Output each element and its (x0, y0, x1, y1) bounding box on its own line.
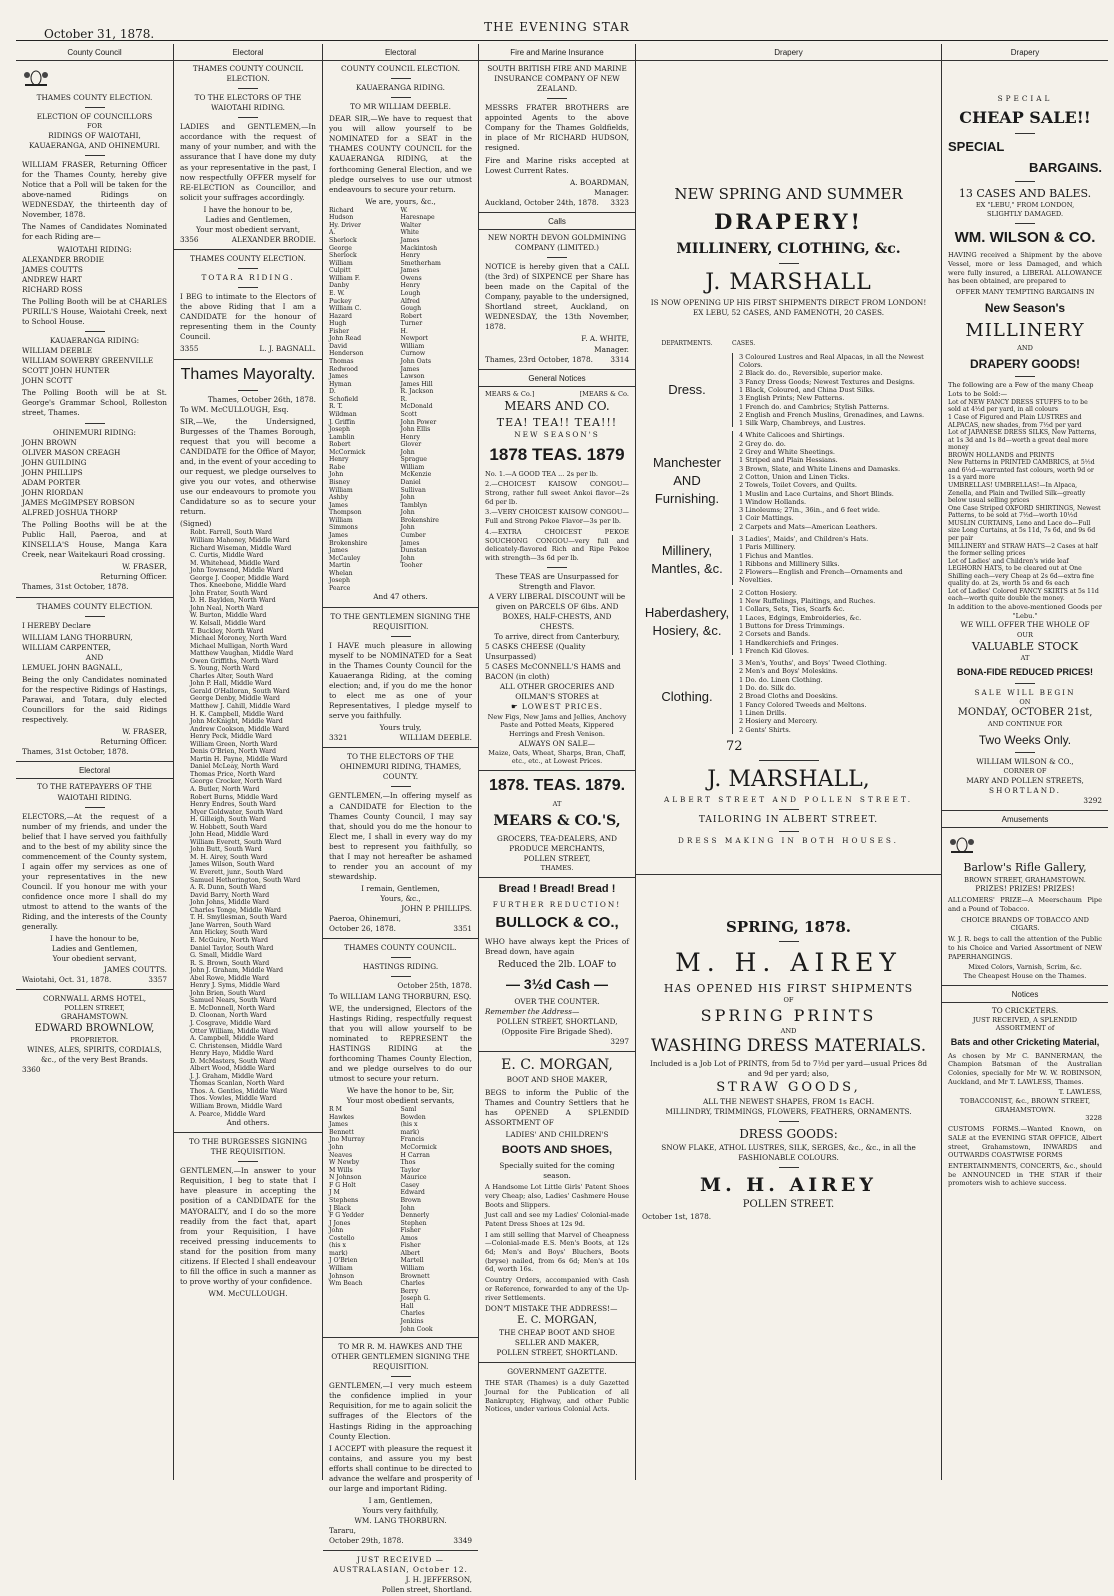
signatory-name: Daniel Taylor, South Ward (190, 944, 274, 952)
signatory-name: John Power (400, 418, 437, 426)
signatory-name: D. H. Baylden, North Ward (190, 597, 276, 605)
signatory-name: H. K. Campbell, Middle Ward (190, 710, 284, 718)
signatory-name: Ann Hickey, South Ward (190, 929, 268, 937)
signatory-name: James Hyman (329, 373, 352, 388)
signatory-name: D. Schofield (329, 388, 359, 403)
sale-lot: 1 Case of Figured and Plain LUSTRES and ALPACAS, new shades, from 7½d per yard (948, 413, 1082, 429)
sale-lot: MILLINERY and STRAW HATS—2 Cases at half the former selling prices (948, 542, 1098, 558)
department-row (642, 659, 935, 734)
signatory-name: F G Yedder (329, 1212, 364, 1220)
signatory-name: William Green, North Ward (190, 740, 278, 748)
column-electoral-2: Electoral COUNTY COUNCIL ELECTION. KAUAERANGA RIDING. TO MR WILLIAM DEEBLE. DEAR SIR,—We have to request that you will allow yourself to be NOMINATED for a SEAT in the THAMES COUNTY COUNCIL for the KAUAERANGA RIDING, at the forthcoming General Election, and we pledge ourselves to use our utmost endeavours to secure your return. We are, yours, &c., Richard Hudson Hy. Driver A. Sherlock George Sherlock William Culpitt William F. Danby E. W. Puckey William C. Hazard Hugh Fisher John Read David Henderson Thomas Redwood James Hyman D. Schofield R. T. Wildman J. Griffin Joseph Lamblin Robert McCormick Henry Rabe John Bisney William Ashby James Thompson William Simmons James Brokenshire James McCauley Martin Whelan Joseph Pearce W. Haresnape Walter White James Mackintosh Henry Smetherham James Owens Henry Lough Alfred Gough Robert Turner H. Newport William Curnow John Oats James Lawson James Hill R. Jackson R. McDonald Scott John Power John Ellis Henry Glover John Sprague William McKenzie Daniel Sullivan John Tamblyn John Brokenshire John Cumber James Dunstan John Tooher And 47 others. TO THE GENTLEMEN SIGNING THE REQUISITION. I HAVE much pleasure in allowing myself to be NOMINATED for a Seat in the Thames County Council for the Kauaeranga Riding, at the coming election; and, if you do me the honor to elect me as one of your Representatives, I pledge myself to serve you faithfully. Yours truly, 3321 WILLIAM DEEBLE. TO THE ELECTORS OF THE OHINEMURI RIDING, THAMES, COUNTY. GENTLEMEN,—In offering myself as a CANDIDATE for Election to the Thames County Council, I may say that, should you do me the honour to Elect me, I shall in every way do my best to represent you faithfully, so that I may not hereafter be ashamed to render you an account of my stewardship. I remain, Gentlemen, Yours, &c., JOHN P. PHILLIPS. Paeroa, Ohinemuri, October 26, 1878. 3351 THAMES COUNTY COUNCIL. HASTINGS RIDING. October 25th, 1878. To WILLIAM LANG THORBURN, ESQ. WE, the undersigned, Electors of the Hastings Riding, respectfully request that you will allow yourself to be nominated to REPRESENT the HASTINGS RIDING at the forthcoming Thames County Election, and we pledge ourselves to do our utmost to secure your return. We have the honor to be, Sir, Your most obedient servants, R M Hawkes James Bennett Jno Murray John Neaves W Newby M Wills N Johnson F G Holt J M Stephens J Black F G Yedder J Jones John Costello (his x mark) J O'Brien William Johnson Wm Beach Saml Bowden (his x mark) Francis McCormick H Carran Thos Taylor Maurice Casey Edward Brown John Dennerly Stephen Fisher Amos Fisher Albert Martell William Brownett Charles Berry Joseph G. Hall Charles Jenkins John Cook TO MR R. M. HAWKES AND THE OTHER GENTLEMEN SIGNING THE REQUISITION. GENTLEMEN,—I very much esteem the confidence implied in your Requisition, for me to again solicit the suffrages of the Electors of the Hastings Riding in the approaching County Election. I ACCEPT with pleasure the request it contains, and assure you my best efforts shall continue to be directed to advance the welfare and prosperity of our large and important Riding. I am, Gentlemen, Yours very faithfully, WM. LANG THORBURN. Tararu, October 29th, 1878. 3349 JUST RECEIVED — AUSTRALASIAN, October 12. J. H. JEFFERSON, Pollen street, Shortland. (323, 44, 479, 1480)
signatory-name: G. Small, Middle Ward (190, 952, 262, 960)
signatory-name: W. Kelsall, Middle Ward (190, 619, 266, 627)
signatory-name: Richard Wiseman, Middle Ward (190, 544, 292, 552)
department-item: 1 Ribbons and Millinery Silks. (739, 559, 840, 568)
signatory-name: George Denby, Middle Ward (190, 695, 280, 703)
signatory-name: William Brown, Middle Ward (190, 1102, 283, 1110)
signatory-name: George Crocker, North Ward (190, 778, 282, 786)
department-name: Millinery, Mantles, &c. (651, 542, 723, 576)
department-item: 2 Hosiery and Mercery. (739, 717, 818, 726)
mayoralty-title: Thames Mayoralty. (180, 365, 316, 383)
signatory-name: J Black (329, 1204, 351, 1212)
signatory-name: Charles Tonge, Middle Ward (190, 906, 281, 914)
signatory-name: James McCauley (329, 547, 361, 562)
signatory-name: Francis McCormick (400, 1136, 437, 1152)
signatory-name: Joseph Pearce (329, 577, 351, 592)
signatory-name: Stephen Fisher (400, 1219, 427, 1235)
department-row (642, 353, 935, 428)
department-items (732, 431, 935, 531)
signatory-name: Daniel Sullivan (400, 479, 426, 494)
signatory-name: James Lawson (400, 365, 425, 381)
signatory-name: Amos Fisher (400, 1234, 421, 1250)
masthead: THE EVENING STAR (484, 20, 630, 34)
requisition-signatures (329, 207, 472, 593)
signatory-name: Jno Murray (329, 1136, 365, 1144)
department-items (732, 535, 935, 585)
signatory-name: Samuel Hetherington, South Ward (190, 876, 301, 884)
sale-lot: One Case Striped OXFORD SHIRTINGS, Newest Patterns, to be sold at 7½d—worth 10½d (948, 504, 1101, 520)
column-insurance-notices: Fire and Marine Insurance SOUTH BRITISH FIRE AND MARINE INSURANCE COMPANY OF NEW ZEALAND. MESSRS FRATER BROTHERS are appointed Agents to the above Company for the Thames Goldfields, in place of Mr RICHARD HUDSON, resigned. Fire and Marine risks accepted at Lowest Current Rates. A. BOARDMAN, Manager. Auckland, October 24th, 1878. 3323 Calls NEW NORTH DEVON GOLDMINING COMPANY (LIMITED.) NOTICE is hereby given that a CALL (the 3rd) of SIXPENCE per Share has been made on the Capital of the Company, payable to the undersigned, Shortland street, Auckland, on WEDNESDAY, the 13th November, 1878. F. A. WHITE, Manager. Thames, 23rd October, 1878. 3314 General Notices MEARS & Co.] [MEARS & Co. MEARS AND CO. TEA! TEA!! TEA!!! NEW SEASON'S 1878 TEAS. 1879 No. 1.—A GOOD TEA ... 2s per lb. 2.—CHOICEST KAISOW CONGOU—Strong, rather full sweet Ankoi flavor—2s 6d per lb. 3.—VERY CHOICEST KAISOW CONGOU—Full and Strong Pekoe Flavor—3s per lb. 4.—EXTRA CHOICEST PEKOE SOUCHONG CONGOU—very full and delicately-flavored Rich and Ripe Pekoe with strength—3s 6d per lb. These TEAS are Unsurpassed for Strength and Flavor. A VERY LIBERAL DISCOUNT will be given on PARCELS OF 6lbs. AND BOXES, HALF-CHESTS, AND CHESTS. To arrive, direct from Canterbury, 5 CASKS CHEESE (Quality Unsurpassed) 5 CASES McCONNELL'S HAMS and BACON (in cloth) ALL OTHER GROCERIES AND OILMAN'S STORES at ☛ LOWEST PRICES. New Figs, New Jams and Jellies, Anchovy Paste and Potted Meats, Kippered Herrings and Fresh Venison. ALWAYS ON SALE— Maize, Oats, Wheat, Sharps, Bran, Chaff, etc., etc., at Lowest Prices. 1878. TEAS. 1879. AT MEARS & CO.'S, GROCERS, TEA-DEALERS, AND PRODUCE MERCHANTS, POLLEN STREET, THAMES. Bread ! Bread! Bread ! FURTHER REDUCTION! BULLOCK & CO., WHO have always kept the Prices of Bread down, have again Reduced the 2lb. LOAF to — 3½d Cash — OVER THE COUNTER. Remember the Address— POLLEN STREET, SHORTLAND, (Opposite Fire Brigade Shed). 3297 E. C. MORGAN, BOOT AND SHOE MAKER, BEGS to inform the Public of the Thames and Country Settlers that he has OPENED A SPLENDID ASSORTMENT OF LADIES' AND CHILDREN'S BOOTS AND SHOES, Specially suited for the coming season. A Handsome Lot Little Girls' Patent Shoes very Cheap; also, Ladies' Cashmere House Boots and Slippers. Just call and see my Ladies' Colonial-made Patent Dress Shoes at 12s 9d. I am still selling that Marvel of Cheapness —Colonial-made E.S. Men's Boots, at 12s 6d; Men's and Boys' Bluchers, Boots (bryse) nailed, from 6s 6d; Men's at 10s 6d, worth 16s. Country Orders, accompanied with Cash or Reference, forwarded to any of the Up-river Settlements. DON'T MISTAKE THE ADDRESS!— E. C. MORGAN, THE CHEAP BOOT AND SHOE SELLER AND MAKER, POLLEN STREET, SHORTLAND. GOVERNMENT GAZETTE. THE STAR (Thames) is a duly Gazetted Journal for the Publication of all Bankruptcy, Highway, and other Public Notices, under various Colonial Acts. (479, 44, 636, 1480)
coat-of-arms-icon (948, 834, 976, 854)
signatory-name: R. T. Wildman (329, 403, 357, 418)
signatory-name: William Culpitt (329, 259, 353, 275)
department-item: 1 New Ruffelings, Plaitings, and Ruches. (739, 597, 876, 606)
section-heading: Electoral (323, 44, 478, 61)
signatory-name: Robert Turner (400, 312, 423, 328)
department-item: 2 Broad Cloths and Doeskins. (739, 692, 838, 701)
signatory-name: Henry Endres, South Ward (190, 801, 276, 809)
department-items (732, 659, 935, 734)
signatory-name: William Simmons (329, 516, 358, 532)
signatory-name: John Dennerly (400, 1204, 430, 1220)
department-name: Manchester AND Furnishing. (653, 455, 721, 507)
drapery-title: DRAPERY! (714, 208, 863, 234)
signatory-name: Thos. Vowles, Middle Ward (190, 1095, 277, 1103)
signatory-name: Robert McCormick (329, 441, 366, 456)
column-drapery-wilson: Drapery SPECIAL CHEAP SALE!! SPECIAL BARGAINS. 13 CASES AND BALES. EX "LEBU," FROM LONDON, SLIGHTLY DAMAGED. WM. WILSON & CO. HAVING received a Shipment by the above Vessel, more or less Damaged, and which were fully insured, a LIBERAL ALLOWANCE has been obtained, are prepared to OFFER MANY TEMPTING BARGAINS IN New Season's MILLINERY AND DRAPERY GOODS! The following are a Few of the many Cheap Lots to be Sold:— Lot of NEW FANCY DRESS STUFFS to to be sold at 4½d per yard, in all colours 1 Case of Figured and Plain LUSTRES and ALPACAS, new shades, from 7½d per yard Lot of JAPANESE DRESS SILKS, New Patterns, at 1s 3d and 1s 8d—worth a great deal more money BROWN HOLLANDS and PRINTS New Patterns in PRINTED CAMBRICS, at 5½d and 6½d—warranted fast colours, worth 9d or 1s a yard more UMBRELLAS! UMBRELLAS!—In Alpaca, Zenella, and Plain and Twilled Silk—greatly below usual selling prices One Case Striped OXFORD SHIRTINGS, Newest Patterns, to be sold at 7½d—worth 10½d MUSLIN CURTAINS, Leno and Lace do—Full size Long Curtains, at 5s 11d, 7s 6d, and 9s 6d per pair MILLINERY and STRAW HATS—2 Cases at half the former selling prices Lot of Ladies' and Children's wide leaf LEGHORN HATS, to be cleared out at One Shilling each—very Cheap at 2s 6d—extra fine quality do. at 2s, worth 5s and 6s each Lot of Ladies' Colored FANCY SKIRTS at 5s 11d each—worth quite double the money. In addition to the above-mentioned Goods per "Lebu." WE WILL OFFER THE WHOLE OF OUR VALUABLE STOCK AT BONA-FIDE REDUCED PRICES! SALE WILL BEGIN ON MONDAY, OCTOBER 21st, AND CONTINUE FOR Two Weeks Only. WILLIAM WILSON & CO., CORNER OF MARY AND POLLEN STREETS, SHORTLAND. 3292 Amusements Barlow's Rifle Gallery, BROWN STREET, GRAHAMSTOWN. PRIZES! PRIZES! PRIZES! ALLCOMERS' PRIZE—A Meerschaum Pipe and a Pound of Tobacco. CHOICE BRANDS OF TOBACCO AND CIGARS. W. J. R. begs to call the attention of the Public to his Choice and Varied Assortment of NEW PAPERHANGINGS. Mixed Colors, Varnish, Scrim, &c. The Cheapest House on the Thames. Notices TO CRICKETERS. JUST RECEIVED, A SPLENDID ASSORTMENT of Bats and other Cricketing Material, As chosen by Mr C. BANNERMAN, the Champion Batsman of the Australian Colonies, specially for Mr W. W. ROBINSON, Auckland, and Mr T. LAWLESS, Thames. T. LAWLESS, TOBACCONIST, &c., BROWN STREET, GRAHAMSTOWN. 3228 CUSTOMS FORMS.—Wanted Known, on SALE at the EVENING STAR OFFICE, Albert street, Grahamstown, INWARDS and OUTWARDS COASTWISE FORMS ENTERTAINMENTS, CONCERTS, &c., should be ANNOUNCED in THE STAR if their promoters wish to achieve success. (942, 44, 1108, 1480)
signatory-name: James Brokenshire (329, 531, 368, 547)
signatory-name: W. Burton, Middle Ward (190, 612, 267, 620)
signatory-name: Richard Hudson (329, 206, 354, 222)
signatory-name: W. Everett, junr., South Ward (190, 869, 283, 877)
signatory-name: John Sprague (400, 448, 427, 464)
signatory-name: J M Stephens (329, 1189, 359, 1204)
signatory-name: A. Sherlock (329, 229, 357, 245)
signatory-name: John Costello (his x mark) (329, 1227, 355, 1257)
signatory-name: William F. Danby (329, 274, 360, 290)
signatory-name: Abel Rowe, Middle Ward (190, 974, 269, 982)
cheap-sale-title: CHEAP SALE!! (959, 108, 1091, 128)
sale-lot: Lot of JAPANESE DRESS SILKS, New Patterns, at 1s 3d and 1s 8d—worth a great deal more money (948, 429, 1097, 452)
signatory-name: W. Hobbett, South Ward (190, 823, 267, 831)
signatory-name: Martin H. Payne, Middle Ward (190, 755, 288, 763)
signatory-name: John Butt, South Ward (190, 846, 262, 854)
department-name: Clothing. (661, 688, 713, 704)
signatory-name: Charles Jenkins (400, 1310, 425, 1325)
signatory-name: Maurice Casey (400, 1174, 427, 1189)
signatory-name: David Henderson (329, 342, 364, 358)
signatory-name: Henry Peck, Middle Ward (190, 733, 272, 741)
signatory-name: John Brien, South Ward (190, 989, 266, 997)
signatory-name: C. Curtis, Middle Ward (190, 552, 264, 560)
signatory-name: Robert Burns, Middle Ward (190, 793, 278, 801)
signatory-name: John Neaves (329, 1144, 353, 1159)
department-item: 2 Men's and Boys' Moleskins. (739, 667, 838, 676)
signatory-name: Matthew J. Cahill, Middle Ward (190, 703, 291, 710)
signatory-name: A. Campbell, Middle Ward (190, 1035, 274, 1043)
signatory-name: James Dunstan (400, 539, 427, 555)
signatory-name: John Townsend, Middle Ward (190, 567, 284, 575)
signatory-name: Charles Berry (400, 1280, 425, 1295)
wilson-title: WM. WILSON & CO. (954, 228, 1096, 246)
signatory-name: William C. Hazard (329, 305, 362, 320)
section-heading: Drapery (636, 44, 941, 61)
signatory-name: A. Pearce, Middle Ward (190, 1110, 266, 1118)
signatory-name: John Cumber (400, 524, 426, 539)
department-items (732, 353, 935, 428)
signatory-name: Walter White (400, 221, 422, 237)
signatory-name: Thomas Redwood (329, 358, 358, 373)
signatory-name: Jane Warren, South Ward (190, 921, 272, 929)
signatory-name: J Jones (329, 1219, 351, 1227)
department-item: 1 French do. and Cambrics; Stylish Patterns. (739, 402, 890, 411)
department-item: 1 Silk Warp, Chambreys, and Lustres. (739, 419, 866, 428)
signatory-name: John P. Hall, Middle Ward (190, 680, 272, 688)
signatory-name: A. Butler, North Ward (190, 786, 260, 794)
issue-date: October 31, 1878. (44, 27, 155, 41)
department-item: 1 Do. do. Linen Clothing. (739, 675, 823, 684)
signatory-name: Owen Griffiths, North Ward (190, 657, 279, 665)
signatory-name: John Head, Middle Ward (190, 831, 269, 839)
signatory-name: George Sherlock (329, 244, 357, 260)
requisition-signatures (329, 1106, 472, 1333)
morgan-title: E. C. MORGAN, (501, 1057, 613, 1074)
sale-lot: BROWN HOLLANDS and PRINTS (948, 451, 1055, 459)
department-item: 1 Collars, Sets, Ties, Scarfs &c. (739, 605, 845, 614)
signatory-name: Thos Taylor (400, 1159, 420, 1174)
signatory-name: E. McDonnell, North Ward (190, 1004, 275, 1012)
pointing-hand-icon: ☛ (511, 702, 522, 712)
signatory-name: Martin Whelan (329, 562, 353, 577)
signatory-name: T. Buckley, North Ward (190, 627, 264, 635)
signatory-name: J. J. Graham, Middle Ward (190, 1072, 273, 1080)
signatory-name: Andrew Cookson, Middle Ward (190, 725, 290, 733)
department-item: 3 Coloured Lustres and Real Alpacas, in all the Newest Colors. (739, 352, 924, 370)
column-electoral-1: Electoral THAMES COUNTY COUNCIL ELECTION. TO THE ELECTORS OF THE WAIOTAHI RIDING. LADIES and GENTLEMEN,—In accordance with the request of many of your number, and with the assurance that I have done my duty as your representative in the past, I now respectfully OFFER myself for RE-ELECTION as Councillor, and solicit your suffrages accordingly. I have the honour to be, Ladies and Gentlemen, Your most obedient servant, 3356 ALEXANDER BRODIE. THAMES COUNTY ELECTION. TOTARA RIDING. I BEG to intimate to the Electors of the above Riding that I am a CANDIDATE for the honour of representing them in the County Council. 3355 L. J. BAGNALL. Thames Mayoralty. Thames, October 26th, 1878. To WM. McCULLOUGH, Esq. SIR,—We, the Undersigned, Burgesses of the Thames Borough, request that you will become a CANDIDATE for the Office of Mayor, and, in the event of your acceding to our request, we pledge ourselves to give you our votes, and otherwise use our endeavours to promote you Candidature so as to secure your return. (Signed) Robt. Farrell, South Ward William Mahoney, Middle Ward Richard Wiseman, Middle Ward C. Curtis, Middle Ward M. Whitehead, Middle Ward John Townsend, Middle Ward George J. Cooper, Middle Ward Thos. Kneebone, Middle Ward John Frater, South Ward D. H. Baylden, North Ward John Neal, North Ward W. Burton, Middle Ward W. Kelsall, Middle Ward T. Buckley, North Ward Michael Moroney, North Ward Michael Mulligan, North Ward Matthew Vaughan, Middle Ward Owen Griffiths, North Ward S. Young, North Ward Charles Alter, South Ward John P. Hall, Middle Ward Gerald O'Halloran, South Ward George Denby, Middle Ward Matthew J. Cahill, Middle Ward H. K. Campbell, Middle Ward John McKnight, Middle Ward Andrew Cookson, Middle Ward Henry Peck, Middle Ward William Green, North Ward Denis O'Brien, North Ward Martin H. Payne, Middle Ward Daniel McLeay, North Ward Thomas Price, North Ward George Crocker, North Ward A. Butler, North Ward Robert Burns, Middle Ward Henry Endres, South Ward Myer Goldwater, South Ward H. Gilleigh, South Ward W. Hobbett, South Ward John Head, Middle Ward William Everett, South Ward John Butt, South Ward M. H. Airey, South Ward James Wilson, South Ward W. Everett, junr., South Ward Samuel Hetherington, South Ward A. R. Dunn, South Ward David Barry, North Ward John Johns, Middle Ward Charles Tonge, Middle Ward T. H. Smyllesman, South Ward Jane Warren, South Ward Ann Hickey, South Ward E. McGuire, North Ward Daniel Taylor, South Ward G. Small, Middle Ward R. S. Brown, South Ward John J. Graham, Middle Ward Abel Rowe, Middle Ward Henry J. Syms, Middle Ward John Brien, South Ward Samuel Nears, South Ward E. McDonnell, North Ward D. Cloonan, North Ward J. Cosgrave, Middle Ward Otter William, Middle Ward A. Campbell, Middle Ward C. Christensen, Middle Ward Henry Hayo, Middle Ward D. McMasters, South Ward Albert Wood, Middle Ward J. J. Graham, Middle Ward Thomas Scanlan, North Ward Thos. A. Gentles, Middle Ward Thos. Vowles, Middle Ward William Brown, Middle Ward A. Pearce, Middle Ward And others. TO THE BURGESSES SIGNING THE REQUISITION. GENTLEMEN,—In answer to your Requisition, I beg to state that I have pleasure in accepting the position of a CANDIDATE for the MAYORALTY, and I do so the more readily from the fact that, apart from your Requisition, I have received pressing inducements to stand for the position from many citizens. If Elected I shall endeavour to fill the office in such a manner as to prove worthy of your confidence. WM. McCULLOUGH. (174, 44, 323, 1480)
signatory-name: Henry Glover (400, 433, 422, 449)
department-item: 2 Corsets and Bands. (739, 630, 811, 639)
department-item: 2 Cotton, Union and Linen Ticks. (739, 472, 850, 481)
signatory-name: John Bisney (329, 471, 350, 487)
department-item: 1 Fancy Colored Tweeds and Meltons. (739, 700, 867, 709)
section-heading: Drapery (942, 44, 1108, 61)
signatory-name: J O'Brien (329, 1257, 358, 1265)
notice-title: THAMES COUNTY ELECTION. (36, 93, 153, 103)
department-item: 1 Do. do. Silk do. (739, 684, 796, 693)
signatory-name: F G Holt (329, 1181, 356, 1189)
signatory-name: M. Whitehead, Middle Ward (190, 559, 280, 567)
sale-lot: New Patterns in PRINTED CAMBRICS, at 5½d and 6½d—warranted fast colours, worth 9d or 1s a yard more (948, 459, 1095, 482)
signatory-name: Matthew Vaughan, Middle Ward (190, 650, 294, 658)
signatory-name: Hugh Fisher (329, 320, 350, 335)
signatory-name: M Wills (329, 1166, 353, 1174)
signatory-name: David Barry, North Ward (190, 891, 270, 899)
department-name: Haberdashery, Hosiery, &c. (644, 605, 730, 638)
cases-total: 72 (726, 738, 743, 754)
department-item: 1 Muslin and Lace Curtains, and Short Blinds. (739, 489, 894, 498)
department-item: 3 English Prints; New Patterns. (739, 394, 845, 403)
signatory-name: A. R. Dunn, South Ward (190, 884, 266, 892)
signatory-name: John Ellis (400, 426, 431, 434)
department-item: 3 Brown, Slate, and White Linens and Damasks. (739, 464, 901, 473)
department-item: 1 Coir Mattings. (739, 514, 794, 523)
signatory-name: John Tooher (400, 554, 423, 570)
signatory-name: Alfred Gough (400, 297, 422, 313)
signatory-name: Michael Moroney, North Ward (190, 635, 287, 643)
sale-lot: MUSLIN CURTAINS, Leno and Lace do—Full size Long Curtains, at 5s 11d, 7s 6d, and 9s 6d per pair (948, 519, 1096, 542)
signatory-name: John Johns, Middle Ward (190, 899, 270, 907)
department-item: 3 Fancy Dress Goods; Newest Textures and Designs. (739, 377, 915, 386)
hotel-ad-title: CORNWALL ARMS HOTEL, (42, 993, 147, 1003)
section-heading: Calls (479, 212, 635, 230)
signatory-name: Albert Martell (400, 1249, 424, 1265)
signatory-name: James Wilson, South Ward (190, 861, 275, 869)
department-item: 2 English and French Muslins, Grenadines, and Lawns. (739, 410, 925, 419)
signatory-name: Henry Hayo, Middle Ward (190, 1050, 274, 1058)
signatory-name: William Brownett (400, 1265, 430, 1280)
signatory-name: Albert Wood, Middle Ward (190, 1065, 275, 1073)
department-item: 1 Fichus and Mantles. (739, 551, 814, 560)
signatory-name: James Mackintosh (400, 237, 438, 252)
department-item: 4 White Calicoes and Shirtings. (739, 431, 845, 440)
signatory-name: Saml Bowden (his x mark) (400, 1106, 426, 1136)
signatory-name: William Curnow (400, 342, 426, 358)
department-item: 1 Black, Coloured, and China Dust Silks. (739, 385, 875, 394)
signatory-name: Charles Alter, South Ward (190, 672, 274, 680)
sale-lot: Lot of NEW FANCY DRESS STUFFS to to be sold at 4½d per yard, in all colours (948, 398, 1088, 414)
mears-title: MEARS AND CO. (504, 399, 610, 414)
rifle-gallery-title: Barlow's Rifle Gallery, (963, 861, 1087, 875)
signatory-name: Henry Rabe (329, 456, 349, 471)
signatory-name: John Cook (400, 1325, 433, 1333)
signatory-name: James Hill (400, 380, 433, 388)
signatory-name: Hy. Driver (329, 221, 362, 229)
signatory-name: H. Newport (400, 327, 429, 343)
section-heading: Amusements (942, 810, 1108, 828)
signatory-name: Wm Beach (329, 1280, 363, 1288)
signatory-name: D. Cloonan, North Ward (190, 1012, 267, 1020)
signatory-name: E. McGuire, North Ward (190, 936, 269, 944)
department-item: 1 Window Hollands. (739, 497, 807, 506)
department-item: 1 Handkerchiefs and Fringes. (739, 638, 839, 647)
department-item: 1 Buttons for Dress Trimmings. (739, 621, 845, 630)
department-item: 2 Grey do. do. (739, 439, 786, 448)
signatory-name: William Ashby (329, 486, 353, 502)
signatory-name: R M Hawkes (329, 1106, 354, 1121)
department-row (642, 535, 935, 585)
signatory-name: Myer Goldwater, South Ward (190, 808, 283, 816)
signatory-name: R. S. Brown, South Ward (190, 959, 270, 967)
department-items (732, 589, 935, 655)
page-header (0, 0, 1114, 40)
requisition-signatures (180, 529, 316, 1118)
signatory-name: T. H. Smyllesman, South Ward (190, 914, 287, 922)
signatory-name: Thomas Scanlan, North Ward (190, 1080, 285, 1088)
section-heading: Electoral (16, 761, 173, 779)
sale-lots-list (948, 399, 1102, 603)
department-item: 3 Ladies', Maids', and Children's Hats. (739, 534, 869, 543)
signatory-name: E. W. Puckey (329, 289, 352, 305)
signatory-name: John Oats (400, 358, 432, 366)
department-item: 2 Gents' Shirts. (739, 725, 791, 734)
notice-title: THAMES COUNTY ELECTION. (36, 601, 153, 611)
marshall-name: J. MARSHALL (705, 270, 872, 295)
signatory-name: Otter William, Middle Ward (190, 1027, 279, 1035)
signatory-name: R. Jackson (400, 388, 434, 396)
signatory-name: William Mahoney, Middle Ward (190, 536, 290, 544)
signatory-name: Joseph G. Hall (400, 1295, 431, 1310)
signatory-name: William McKenzie (400, 463, 432, 479)
signatory-name: William Everett, South Ward (190, 838, 282, 846)
signatory-name: James Thompson (329, 501, 362, 517)
signatory-name: D. McMasters, South Ward (190, 1057, 277, 1065)
department-item: 3 Linoleums; 27in., 36in., and 6 feet wide. (739, 506, 881, 515)
signatory-name: James Bennett (329, 1121, 354, 1136)
signatory-name: H Carran (400, 1151, 430, 1159)
signatory-name: Henry Lough (400, 282, 421, 297)
signatory-name: Thos. Kneebone, Middle Ward (190, 582, 287, 590)
section-heading: Electoral (174, 44, 322, 61)
signatory-name: John McKnight, Middle Ward (190, 718, 283, 726)
department-item: 1 Laces, Edgings, Embroideries, &c. (739, 613, 862, 622)
signatory-name: W. Haresnape (400, 206, 435, 222)
signatory-name: Daniel McLeay, North Ward (190, 763, 279, 771)
signatory-name: John J. Graham, Middle Ward (190, 967, 284, 975)
signatory-name: Thomas Price, North Ward (190, 770, 276, 778)
signatory-name: H. Gilleigh, South Ward (190, 816, 266, 824)
signatory-name: James Owens (400, 267, 422, 282)
department-item: 2 Black do. do., Reversible, superior make. (739, 369, 883, 378)
signatory-name: William Johnson (329, 1265, 355, 1280)
department-item: 1 Paris Millinery. (739, 543, 796, 552)
signatory-name: S. Young, North Ward (190, 665, 260, 673)
department-name: Dress. (668, 382, 706, 398)
signatory-name: John Neal, North Ward (190, 604, 264, 612)
signatory-name: Henry Smetherham (400, 252, 441, 267)
signatory-name: C. Christensen, Middle Ward (190, 1042, 283, 1050)
airey-name: M. H. AIREY (675, 948, 902, 978)
signatory-name: Edward Brown (400, 1189, 425, 1204)
signatory-name: George J. Cooper, Middle Ward (190, 574, 289, 582)
signatory-name: Gerald O'Halloran, South Ward (190, 687, 290, 695)
department-item: 1 Linen Drills. (739, 708, 787, 717)
section-heading: County Council (16, 44, 173, 61)
signatory-name: John Brokenshire (400, 509, 439, 524)
signatory-name: Denis O'Brien, North Ward (190, 748, 277, 756)
department-item: 2 Towels, Toilet Covers, and Quilts. (739, 481, 857, 490)
signatory-name: N Johnson (329, 1174, 362, 1182)
department-table (642, 353, 935, 734)
department-item: 3 Men's, Youths', and Boys' Tweed Clothing. (739, 659, 887, 668)
department-item: 1 Striped and Plain Hessians. (739, 456, 838, 465)
department-item: 1 French Kid Gloves. (739, 646, 810, 655)
department-row (642, 589, 935, 655)
candidate-list-ohinemuri: JOHN BROWN OLIVER MASON CREAGH JOHN GUILDING JOHN PHILLIPS ADAM PORTER JOHN RIORDAN JAMES McGIMPSEY ROBSON ALFRED JOSHUA THORP (22, 437, 135, 518)
teas-banner: 1878 TEAS. 1879 (489, 445, 625, 465)
sale-lot: UMBRELLAS! UMBRELLAS!—In Alpaca, Zenella, and Plain and Twilled Silk—greatly below usual selling prices (948, 482, 1086, 505)
section-heading: General Notices (479, 369, 635, 387)
signatory-name: M. H. Airey, South Ward (190, 853, 268, 861)
candidate-list-waiotahi: ALEXANDER BRODIE JAMES COUTTS ANDREW HART RICHARD ROSS (22, 254, 104, 294)
signatory-name: Michael Mulligan, North Ward (190, 642, 288, 650)
coat-of-arms-icon (22, 67, 50, 87)
department-item: 2 Flowers—English and French—Ornaments and Novelties. (739, 568, 903, 585)
signatory-name: J. Griffin (329, 418, 356, 426)
signatory-name: Thos. A. Gentles, Middle Ward (190, 1087, 288, 1095)
signatory-name: W Newby (329, 1159, 360, 1167)
sale-lot: Lot of Ladies' Colored FANCY SKIRTS at 5s 11d each—worth quite double the money. (948, 587, 1099, 603)
department-item: 2 Carpets and Mats—American Leathers. (739, 522, 878, 531)
section-heading: Notices (942, 985, 1108, 1003)
column-drapery-marshall: Drapery NEW SPRING AND SUMMER DRAPERY! MILLINERY, CLOTHING, &c. J. MARSHALL IS NOW OPENING UP HIS FIRST SHIPMENTS DIRECT FROM LONDON! EX LEBU, 52 CASES, AND FAMENOTH, 20 CASES. DEPARTMENTS. CASES. Dress. 3 Coloured Lustres and Real Alpacas, in all the Newest Colors. 2 Black do. do., Reversible, superior make. 3 Fancy Dress Goods; Newest Textures and Designs. 1 Black, Coloured, and China Dust Silks. 3 English Prints; New Patterns. 1 French do. and Cambrics; Stylish Patterns. 2 English and French Muslins, Grenadines, and Lawns. 1 Silk Warp, Chambreys, and Lustres. Manchester AND Furnishing. 4 White Calicoes and Shirtings. 2 Grey do. do. 2 Grey and White Sheetings. 1 Striped and Plain Hessians. 3 Brown, Slate, and White Linens and Damasks. 2 Cotton, Union and Linen Ticks. 2 Towels, Toilet Covers, and Quilts. 1 Muslin and Lace Curtains, and Short Blinds. 1 Window Hollands. 3 Linoleums; 27in., 36in., and 6 feet wide. 1 Coir Mattings. 2 Carpets and Mats—American Leathers. Millinery, Mantles, &c. 3 Ladies', Maids', and Children's Hats. 1 Paris Millinery. 1 Fichus and Mantles. 1 Ribbons and Millinery Silks. 2 Flowers—English and French—Ornaments and Novelties. Haberdashery, Hosiery, &c. 2 Cotton Hosiery. 1 New Ruffelings, Plaitings, and Ruches. 1 Collars, Sets, Ties, Scarfs &c. 1 Laces, Edgings, Embroideries, &c. 1 Buttons for Dress Trimmings. 2 Corsets and Bands. 1 Handkerchiefs and Fringes. 1 French Kid Gloves. Clothing. 3 Men's, Youths', and Boys' Tweed Clothing. 2 Men's and Boys' Moleskins. 1 Do. do. Linen Clothing. 1 Do. do. Silk do. 2 Broad Cloths and Doeskins. 1 Fancy Colored Tweeds and Meltons. 1 Linen Drills. 2 Hosiery and Mercery. 2 Gents' Shirts. 72 J. MARSHALL, ALBERT STREET AND POLLEN STREET. TAILORING IN ALBERT STREET. DRESS MAKING IN BOTH HOUSES. SPRING, 1878. M. H. AIREY HAS OPENED HIS FIRST SHIPMENTS OF SPRING PRINTS AND WASHING DRESS MATERIALS. Included is a Job Lot of PRINTS, from 5d to 7½d per yard—usual Prices 8d and 9d per yard; also, STRAW GOODS, ALL THE NEWEST SHAPES, FROM 1s EACH. MILLINDRY, TRIMMINGS, FLOWERS, FEATHERS, ORNAMENTS. DRESS GOODS: SNOW FLAKE, ATHOL LUSTRES, SILK, SERGES, &c., &c., in all the FASHIONABLE COLOURS. M. H. AIREY POLLEN STREET. October 1st, 1878. (636, 44, 942, 1480)
notice-body: WILLIAM FRASER, Returning Officer for the Thames County, hereby give Notice that a Poll will be taken for the above-named Ridings on WEDNESDAY, the thirteenth day of November, 1878. (22, 160, 167, 220)
signatory-name: John Read (329, 335, 362, 343)
department-item: 2 Cotton Hosiery. (739, 588, 798, 597)
signatory-name: John Frater, South Ward (190, 589, 268, 597)
signatory-name: R. McDonald Scott (400, 395, 433, 418)
signatory-name: John Tamblyn (400, 494, 428, 509)
column-county-council: County Council THAMES COUNTY ELECTION. ELECTION OF COUNCILLORS FOR RIDINGS OF WAIOTAHI, KAUAERANGA, AND OHINEMURI. WILLIAM FRASER, Returning Officer for the Thames County, hereby give Notice that a Poll will be taken for the above-named Ridings on WEDNESDAY, the thirteenth day of November, 1878. The Names of Candidates Nominated for each Riding are— WAIOTAHI RIDING: ALEXANDER BRODIE JAMES COUTTS ANDREW HART RICHARD ROSS The Polling Booth will be at CHARLES PURILL'S House, Waiotahi Creek, next to School House. KAUAERANGA RIDING: WILLIAM DEEBLE WILLIAM SOWERBY GREENVILLE SCOTT JOHN HUNTER JOHN SCOTT The Polling Booth will be at St. George's Grammar School, Rolleston street, Thames. OHINEMURI RIDING: JOHN BROWN OLIVER MASON CREAGH JOHN GUILDING JOHN PHILLIPS ADAM PORTER JOHN RIORDAN JAMES McGIMPSEY ROBSON ALFRED JOSHUA THORP The Polling Booths will be at the Public Hall, Paeroa, and at KINSELLA'S House, Manga Kara Creek, near Waitekauri Road crossing. W. FRASER, Returning Officer. Thames, 31st October, 1878. THAMES COUNTY ELECTION. I HEREBY Declare WILLIAM LANG THORBURN, WILLIAM CARPENTER, AND LEMUEL JOHN BAGNALL, Being the only Candidates nominated for the respective Ridings of Hastings, Parawai, and Totara, duly elected Councillors for the said Ridings respectively. W. FRASER, Returning Officer. Thames, 31st October, 1878. Electoral TO THE RATEPAYERS OF THE WAIOTAHI RIDING. ELECTORS,—At the request of a number of my friends, and under the belief that I have served you faithfully and to the best of my ability since the commencement of the County system, I again offer my services as one of your representatives in the new Council. If you honour me with your confidence once more I shall do my utmost to attend to the wants of the Riding, and the interests of the County generally. I have the honour to be, Ladies and Gentlemen, Your obedient servant, JAMES COUTTS. Waiotahi, Oct. 31, 1878. 3357 CORNWALL ARMS HOTEL, POLLEN STREET, GRAHAMSTOWN. EDWARD BROWNLOW, PROPRIETOR. WINES, ALES, SPIRITS, CORDIALS, &c., of the very Best Brands. 3360 (16, 44, 174, 1480)
signatory-name: Samuel Nears, South Ward (190, 997, 277, 1005)
department-row (642, 431, 935, 531)
signatory-name: Henry J. Syms, Middle Ward (190, 982, 280, 990)
sale-lot: Lot of Ladies' and Children's wide leaf LEGHORN HATS, to be cleared out at One Shilling each—very Cheap at 2s 6d—extra fine quality do. at 2s, worth 5s and 6s each (948, 557, 1094, 588)
header-rule (16, 40, 1108, 41)
tea-price-list: No. 1.—A GOOD TEA ... 2s per lb. 2.—CHOICEST KAISOW CONGOU—Strong, rather full sweet Ankoi flavor—2s 6d per lb. 3.—VERY CHOICEST KAISOW CONGOU—Full and Strong Pekoe Flavor—3s per lb. 4.—EXTRA CHOICEST PEKOE SOUCHONG CONGOU—very full and delicately-flavored Rich and Ripe Pekoe with strength—3s 6d per lb. (485, 469, 629, 562)
section-heading: Fire and Marine Insurance (479, 44, 635, 61)
signatory-name: Robt. Farrell, South Ward (190, 529, 273, 537)
candidate-list-kauaeranga: WILLIAM DEEBLE WILLIAM SOWERBY GREENVILLE SCOTT JOHN HUNTER JOHN SCOTT (22, 346, 154, 386)
signatory-name: Joseph Lamblin (329, 426, 355, 441)
bullock-title: BULLOCK & CO., (495, 914, 619, 932)
signatory-name: J. Cosgrave, Middle Ward (190, 1019, 271, 1027)
department-item: 2 Grey and White Sheetings. (739, 448, 835, 457)
